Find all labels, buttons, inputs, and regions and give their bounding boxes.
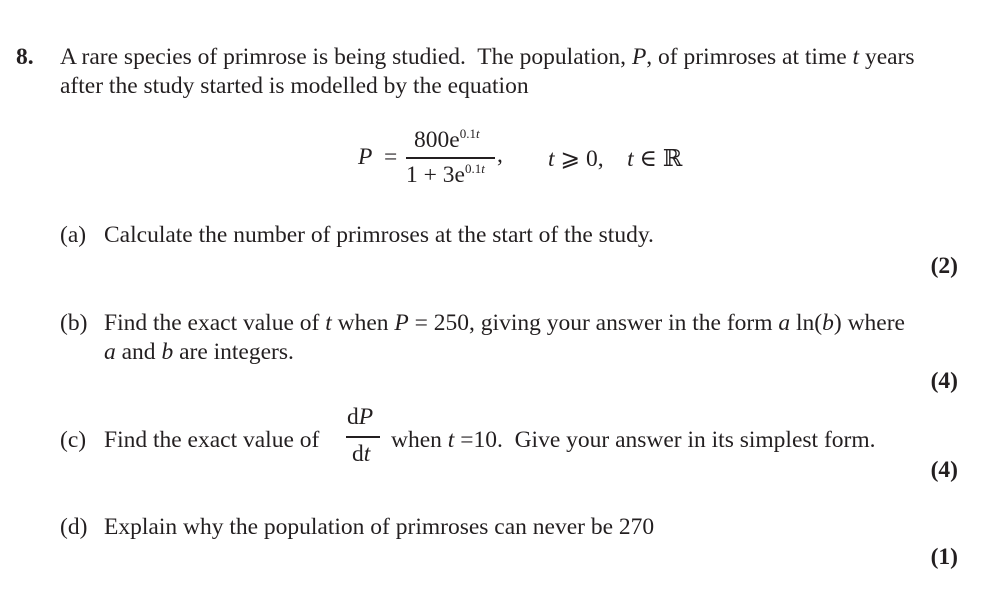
part-c-marks: (4) — [930, 457, 958, 483]
derivative-numerator: dP — [347, 404, 374, 430]
part-d-text: Explain why the population of primroses can never be 270 — [104, 514, 655, 540]
part-c-text-before: Find the exact value of — [104, 427, 320, 453]
part-c-label: (c) — [60, 427, 87, 453]
equation-conditions: t ⩾ 0, t ∈ ℝ — [548, 146, 683, 172]
part-b-text-line-2: a and b are integers. — [104, 339, 294, 365]
part-a-text: Calculate the number of primroses at the start of the study. — [104, 222, 654, 248]
part-d-marks: (1) — [930, 544, 958, 570]
equation-equals: = — [384, 144, 398, 170]
part-d-label: (d) — [60, 514, 88, 540]
question-intro-line-1: A rare species of primrose is being studied. The population, P, of primroses at time t years — [60, 44, 915, 70]
equation-separator: , — [497, 142, 503, 168]
denominator-exponent: 0.1t — [464, 161, 485, 176]
equation-denominator: $1 + 3e^{0.1t}$ — [406, 161, 485, 188]
part-a-label: (a) — [60, 222, 87, 248]
derivative-fraction-bar — [346, 436, 380, 438]
fraction-bar — [406, 157, 495, 159]
part-b-text-line-1: Find the exact value of t when P = 250, giving your answer in the form a ln(b) where — [104, 310, 905, 336]
question-intro-line-2: after the study started is modelled by the equation — [60, 73, 529, 99]
equation-lhs: P — [358, 144, 373, 170]
part-c-text-after: when t =10. Give your answer in its simplest form. — [391, 427, 876, 453]
part-b-label: (b) — [60, 310, 88, 336]
equation-numerator: $800e^{0.1t}$ — [414, 126, 480, 153]
question-number: 8. — [16, 44, 34, 70]
part-b-marks: (4) — [930, 368, 958, 394]
numerator-exponent: 0.1t — [459, 126, 480, 141]
derivative-denominator: dt — [352, 441, 371, 467]
part-a-marks: (2) — [930, 253, 958, 279]
